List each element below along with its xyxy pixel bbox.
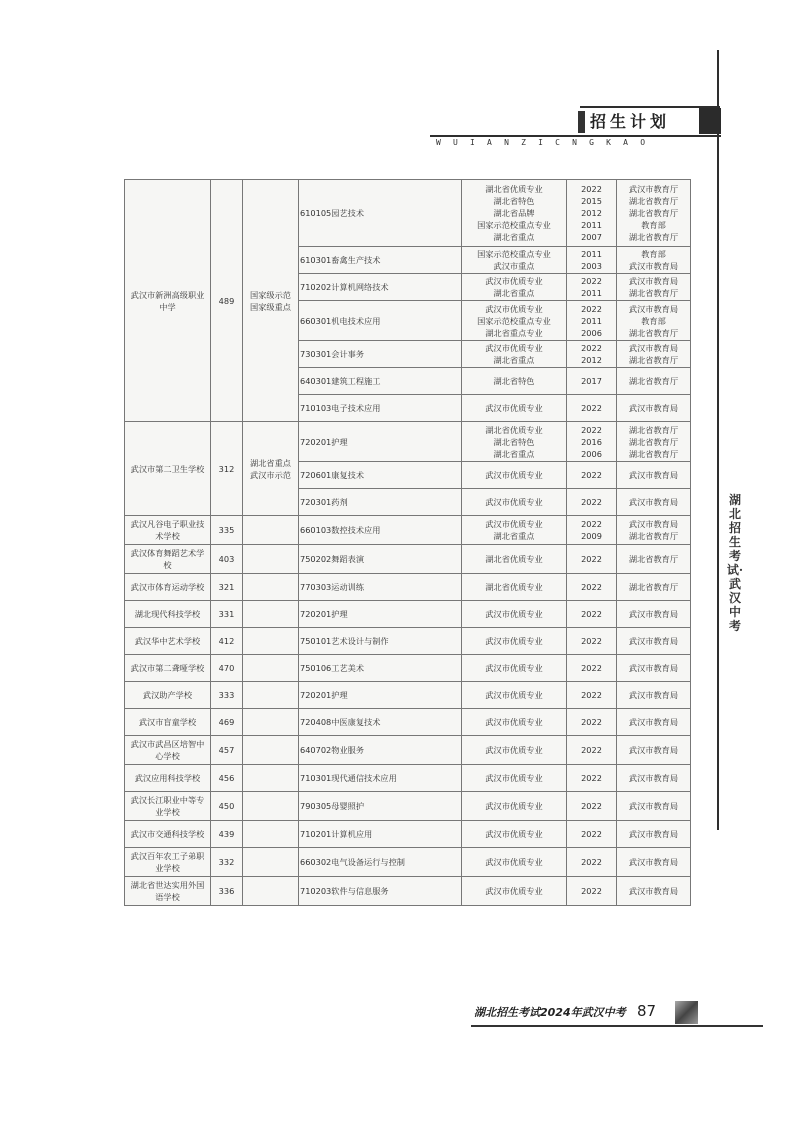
major-honors — [462, 301, 567, 341]
major-honors-line: 武汉市优质专业 — [485, 663, 543, 673]
major-honors-line: 武汉市优质专业 — [485, 519, 543, 529]
major-years — [567, 180, 617, 247]
major-honors — [462, 877, 567, 906]
major-years-line: 2022 — [581, 343, 602, 353]
major-name: 660302电气设备运行与控制 — [299, 848, 462, 877]
school-level — [243, 545, 299, 574]
page-number: 87 — [637, 1002, 657, 1020]
major-years-line: 2022 — [581, 663, 602, 673]
major-years-line: 2022 — [581, 717, 602, 727]
major-honors-line: 武汉市优质专业 — [485, 303, 543, 314]
page-corner-icon — [675, 1001, 698, 1024]
major-depts-line: 湖北省教育厅 — [628, 376, 679, 386]
major-years — [567, 341, 617, 368]
major-years-line: 2022 — [581, 519, 602, 529]
major-depts-line: 湖北省教育厅 — [628, 554, 679, 564]
footer-rule — [471, 1025, 763, 1027]
major-honors-line: 湖北省品牌 — [493, 208, 535, 218]
major-years-line: 2022 — [581, 554, 602, 564]
school-level-line: 武汉市示范 — [250, 469, 291, 480]
school-code: 335 — [211, 516, 243, 545]
major-honors — [462, 709, 567, 736]
school-code: 403 — [211, 545, 243, 574]
major-years — [567, 736, 617, 765]
major-depts — [617, 489, 691, 516]
major-honors-line: 湖北省特色 — [493, 196, 535, 206]
major-depts-line: 武汉市教育局 — [628, 276, 679, 286]
header-block — [699, 108, 721, 134]
major-years — [567, 765, 617, 792]
major-depts — [617, 516, 691, 545]
major-honors-line: 湖北省特色 — [493, 436, 535, 447]
school-level — [243, 709, 299, 736]
school-level-line: 湖北省重点 — [250, 457, 291, 468]
major-years — [567, 709, 617, 736]
major-depts-line: 湖北省教育厅 — [628, 196, 679, 206]
major-honors-line: 国家示范校重点专业 — [477, 315, 551, 326]
major-honors — [462, 247, 567, 274]
major-years — [567, 247, 617, 274]
school-level — [243, 628, 299, 655]
school-code: 439 — [211, 821, 243, 848]
major-years — [567, 821, 617, 848]
school-name: 武汉应用科技学校 — [125, 765, 211, 792]
school-code: 332 — [211, 848, 243, 877]
major-honors — [462, 274, 567, 301]
major-depts-line: 武汉市教育局 — [628, 857, 679, 867]
major-depts — [617, 274, 691, 301]
major-years-line: 2022 — [581, 773, 602, 783]
school-code: 331 — [211, 601, 243, 628]
major-depts-line: 湖北省教育厅 — [628, 327, 679, 338]
table-row — [125, 655, 691, 682]
major-years-line: 2011 — [581, 288, 602, 298]
major-depts-line: 湖北省教育厅 — [628, 436, 679, 447]
major-depts — [617, 601, 691, 628]
major-years-line: 2022 — [581, 609, 602, 619]
table-row — [125, 628, 691, 655]
major-depts-line: 湖北省教育厅 — [628, 582, 679, 592]
major-honors-line: 武汉市优质专业 — [485, 773, 543, 783]
school-name: 武汉市武昌区培智中心学校 — [125, 736, 211, 765]
major-years — [567, 545, 617, 574]
major-depts — [617, 247, 691, 274]
table-row — [125, 422, 691, 462]
major-honors-line: 武汉市重点 — [493, 261, 535, 271]
major-years-line: 2006 — [581, 448, 602, 459]
major-honors — [462, 516, 567, 545]
major-depts-line: 武汉市教育局 — [628, 636, 679, 646]
major-name: 790305母婴照护 — [299, 792, 462, 821]
enrollment-plan-table — [124, 179, 691, 906]
major-years-line: 2022 — [581, 303, 602, 314]
major-honors-line: 武汉市优质专业 — [485, 636, 543, 646]
major-depts — [617, 545, 691, 574]
major-years-line: 2022 — [581, 497, 602, 507]
major-honors — [462, 628, 567, 655]
major-honors — [462, 655, 567, 682]
table-row — [125, 736, 691, 765]
major-depts — [617, 877, 691, 906]
major-honors-line: 武汉市优质专业 — [485, 690, 543, 700]
school-level-line: 国家级重点 — [250, 301, 291, 312]
major-depts — [617, 709, 691, 736]
major-depts-line: 湖北省教育厅 — [628, 531, 679, 541]
major-years-line: 2015 — [581, 196, 602, 206]
major-years — [567, 682, 617, 709]
major-depts-line: 武汉市教育厅 — [628, 184, 679, 194]
major-years-line: 2022 — [581, 857, 602, 867]
major-years — [567, 274, 617, 301]
school-code: 312 — [211, 422, 243, 516]
school-level — [243, 736, 299, 765]
major-depts-line: 武汉市教育局 — [628, 303, 679, 314]
major-depts-line: 湖北省教育厅 — [628, 424, 679, 435]
major-depts-line: 武汉市教育局 — [628, 745, 679, 755]
major-honors-line: 湖北省特色 — [493, 376, 535, 386]
school-name: 武汉市体育运动学校 — [125, 574, 211, 601]
major-depts-line: 武汉市教育局 — [628, 261, 679, 271]
major-honors-line: 武汉市优质专业 — [485, 801, 543, 811]
major-honors — [462, 341, 567, 368]
major-depts-line: 湖北省教育厅 — [628, 208, 679, 218]
major-depts-line: 教育部 — [641, 249, 666, 259]
major-honors-line: 武汉市优质专业 — [485, 497, 543, 507]
major-years-line: 2003 — [581, 261, 602, 271]
table-row — [125, 877, 691, 906]
major-depts — [617, 765, 691, 792]
major-depts-line: 武汉市教育局 — [628, 801, 679, 811]
major-depts-line: 教育部 — [641, 315, 666, 326]
major-depts — [617, 395, 691, 422]
major-honors — [462, 545, 567, 574]
major-name: 710103电子技术应用 — [299, 395, 462, 422]
major-name: 750106工艺美术 — [299, 655, 462, 682]
major-honors — [462, 368, 567, 395]
major-name: 750202舞蹈表演 — [299, 545, 462, 574]
school-name: 武汉体育舞蹈艺术学校 — [125, 545, 211, 574]
major-name: 640702物业服务 — [299, 736, 462, 765]
major-honors — [462, 574, 567, 601]
major-years — [567, 655, 617, 682]
school-code: 412 — [211, 628, 243, 655]
major-years — [567, 848, 617, 877]
major-depts — [617, 422, 691, 462]
header-pinyin: WUIANZICNGKAO — [436, 138, 658, 147]
major-depts-line: 湖北省教育厅 — [628, 448, 679, 459]
header-bar — [578, 111, 585, 133]
major-years-line: 2022 — [581, 636, 602, 646]
major-depts — [617, 848, 691, 877]
major-honors-line: 武汉市优质专业 — [485, 403, 543, 413]
major-honors-line: 武汉市优质专业 — [485, 829, 543, 839]
major-depts — [617, 682, 691, 709]
major-name: 660301机电技术应用 — [299, 301, 462, 341]
major-years-line: 2022 — [581, 690, 602, 700]
major-honors — [462, 765, 567, 792]
major-depts — [617, 628, 691, 655]
school-level — [243, 765, 299, 792]
major-honors-line: 湖北省优质专业 — [485, 554, 543, 564]
major-depts-line: 武汉市教育局 — [628, 519, 679, 529]
major-years-line: 2022 — [581, 184, 602, 194]
major-depts — [617, 462, 691, 489]
school-code: 450 — [211, 792, 243, 821]
major-depts — [617, 792, 691, 821]
major-depts-line: 武汉市教育局 — [628, 609, 679, 619]
major-name: 720301药剂 — [299, 489, 462, 516]
major-depts-line: 湖北省教育厅 — [628, 232, 679, 242]
school-level-line: 国家级示范 — [250, 289, 291, 300]
major-depts-line: 武汉市教育局 — [628, 690, 679, 700]
major-years — [567, 395, 617, 422]
major-honors-line: 湖北省重点 — [493, 288, 535, 298]
major-honors-line: 武汉市优质专业 — [485, 717, 543, 727]
major-years-line: 2011 — [581, 249, 602, 259]
school-level — [243, 601, 299, 628]
major-honors-line: 国家示范校重点专业 — [477, 249, 551, 259]
major-years — [567, 368, 617, 395]
school-name: 湖北现代科技学校 — [125, 601, 211, 628]
major-depts-line: 武汉市教育局 — [628, 343, 679, 353]
major-honors-line: 湖北省优质专业 — [485, 184, 543, 194]
table-row — [125, 682, 691, 709]
major-honors — [462, 736, 567, 765]
major-honors — [462, 848, 567, 877]
major-name: 640301建筑工程施工 — [299, 368, 462, 395]
major-years-line: 2022 — [581, 424, 602, 435]
major-honors — [462, 395, 567, 422]
school-code: 456 — [211, 765, 243, 792]
major-years-line: 2022 — [581, 276, 602, 286]
major-name: 720601康复技术 — [299, 462, 462, 489]
major-depts — [617, 368, 691, 395]
major-depts-line: 湖北省教育厅 — [628, 288, 679, 298]
school-name: 武汉长江职业中等专业学校 — [125, 792, 211, 821]
table-row — [125, 574, 691, 601]
major-years-line: 2017 — [581, 376, 602, 386]
school-level — [243, 877, 299, 906]
major-name: 610105园艺技术 — [299, 180, 462, 247]
major-years — [567, 462, 617, 489]
major-depts-line: 武汉市教育局 — [628, 773, 679, 783]
school-code: 321 — [211, 574, 243, 601]
major-depts-line: 湖北省教育厅 — [628, 355, 679, 365]
major-years — [567, 422, 617, 462]
major-years-line: 2011 — [581, 220, 602, 230]
major-years-line: 2009 — [581, 531, 602, 541]
school-level — [243, 655, 299, 682]
table-row — [125, 709, 691, 736]
major-years-line: 2022 — [581, 582, 602, 592]
major-depts — [617, 180, 691, 247]
major-depts-line: 武汉市教育局 — [628, 403, 679, 413]
table-row — [125, 848, 691, 877]
major-depts — [617, 821, 691, 848]
major-years — [567, 574, 617, 601]
major-years-line: 2012 — [581, 208, 602, 218]
school-name: 武汉市新洲高级职业中学 — [125, 180, 211, 422]
major-depts-line: 武汉市教育局 — [628, 470, 679, 480]
major-depts-line: 武汉市教育局 — [628, 717, 679, 727]
major-honors-line: 湖北省重点 — [493, 232, 535, 242]
major-honors — [462, 180, 567, 247]
school-name: 武汉凡谷电子职业技术学校 — [125, 516, 211, 545]
major-years — [567, 516, 617, 545]
major-name: 720201护理 — [299, 422, 462, 462]
major-depts-line: 武汉市教育局 — [628, 663, 679, 673]
major-years-line: 2022 — [581, 829, 602, 839]
school-level — [243, 792, 299, 821]
major-honors-line: 国家示范校重点专业 — [477, 220, 551, 230]
major-honors-line: 武汉市优质专业 — [485, 609, 543, 619]
major-depts — [617, 655, 691, 682]
major-honors — [462, 422, 567, 462]
major-honors-line: 武汉市优质专业 — [485, 343, 543, 353]
major-years-line: 2022 — [581, 886, 602, 896]
school-level — [243, 180, 299, 422]
school-code: 489 — [211, 180, 243, 422]
major-years — [567, 601, 617, 628]
major-depts — [617, 301, 691, 341]
major-name: 610301畜禽生产技术 — [299, 247, 462, 274]
table-row — [125, 601, 691, 628]
major-honors-line: 武汉市优质专业 — [485, 857, 543, 867]
major-name: 730301会计事务 — [299, 341, 462, 368]
major-honors-line: 湖北省优质专业 — [485, 582, 543, 592]
major-years-line: 2012 — [581, 355, 602, 365]
major-honors — [462, 682, 567, 709]
major-years — [567, 877, 617, 906]
major-years-line: 2022 — [581, 403, 602, 413]
major-years — [567, 301, 617, 341]
major-depts — [617, 736, 691, 765]
school-name: 武汉华中艺术学校 — [125, 628, 211, 655]
major-name: 770303运动训练 — [299, 574, 462, 601]
major-honors-line: 武汉市优质专业 — [485, 745, 543, 755]
header-title: 招生计划 — [590, 112, 671, 131]
major-years-line: 2011 — [581, 315, 602, 326]
major-years-line: 2006 — [581, 327, 602, 338]
major-honors-line: 湖北省重点 — [493, 531, 535, 541]
major-honors-line: 武汉市优质专业 — [485, 470, 543, 480]
school-code: 336 — [211, 877, 243, 906]
table-row — [125, 821, 691, 848]
school-level — [243, 821, 299, 848]
school-code: 457 — [211, 736, 243, 765]
major-name: 720408中医康复技术 — [299, 709, 462, 736]
major-name: 710301现代通信技术应用 — [299, 765, 462, 792]
school-level — [243, 516, 299, 545]
major-depts-line: 武汉市教育局 — [628, 829, 679, 839]
major-name: 720201护理 — [299, 682, 462, 709]
school-name: 武汉市交通科技学校 — [125, 821, 211, 848]
table-row — [125, 516, 691, 545]
header-rule-bottom — [430, 135, 721, 137]
major-years — [567, 792, 617, 821]
major-years-line: 2022 — [581, 470, 602, 480]
table-row — [125, 180, 691, 247]
major-honors — [462, 462, 567, 489]
major-name: 660103数控技术应用 — [299, 516, 462, 545]
major-years-line: 2022 — [581, 745, 602, 755]
school-name: 武汉市第二聋哑学校 — [125, 655, 211, 682]
school-name: 武汉市第二卫生学校 — [125, 422, 211, 516]
table-body — [125, 180, 691, 906]
major-years — [567, 489, 617, 516]
major-name: 710203软件与信息服务 — [299, 877, 462, 906]
school-level — [243, 574, 299, 601]
major-honors — [462, 821, 567, 848]
major-years-line: 2022 — [581, 801, 602, 811]
major-honors-line: 湖北省重点 — [493, 448, 535, 459]
school-code: 469 — [211, 709, 243, 736]
major-honors-line: 湖北省重点 — [493, 355, 535, 365]
major-years-line: 2016 — [581, 436, 602, 447]
school-name: 湖北省世达实用外国语学校 — [125, 877, 211, 906]
major-honors — [462, 601, 567, 628]
school-name: 武汉助产学校 — [125, 682, 211, 709]
school-level — [243, 848, 299, 877]
major-depts-line: 武汉市教育局 — [628, 497, 679, 507]
major-honors-line: 武汉市优质专业 — [485, 886, 543, 896]
major-name: 750101艺术设计与制作 — [299, 628, 462, 655]
major-honors — [462, 792, 567, 821]
school-level — [243, 682, 299, 709]
vertical-rule — [717, 50, 719, 830]
major-name: 710201计算机应用 — [299, 821, 462, 848]
footer-publication: 湖北招生考试2024年武汉中考 — [474, 1006, 626, 1019]
major-honors-line: 湖北省重点专业 — [485, 327, 543, 338]
major-name: 710202计算机网络技术 — [299, 274, 462, 301]
school-level — [243, 422, 299, 516]
major-honors-line: 武汉市优质专业 — [485, 276, 543, 286]
major-depts — [617, 341, 691, 368]
table-row — [125, 545, 691, 574]
school-code: 470 — [211, 655, 243, 682]
major-honors-line: 湖北省优质专业 — [485, 424, 543, 435]
school-name: 武汉市盲童学校 — [125, 709, 211, 736]
table-row — [125, 792, 691, 821]
major-honors — [462, 489, 567, 516]
major-depts-line: 教育部 — [641, 220, 666, 230]
school-code: 333 — [211, 682, 243, 709]
major-years-line: 2007 — [581, 232, 602, 242]
major-name: 720201护理 — [299, 601, 462, 628]
major-depts — [617, 574, 691, 601]
major-years — [567, 628, 617, 655]
major-depts-line: 武汉市教育局 — [628, 886, 679, 896]
side-title: 湖北招生考试·武汉中考 — [726, 493, 744, 633]
school-name: 武汉百年农工子弟职业学校 — [125, 848, 211, 877]
table-row — [125, 765, 691, 792]
